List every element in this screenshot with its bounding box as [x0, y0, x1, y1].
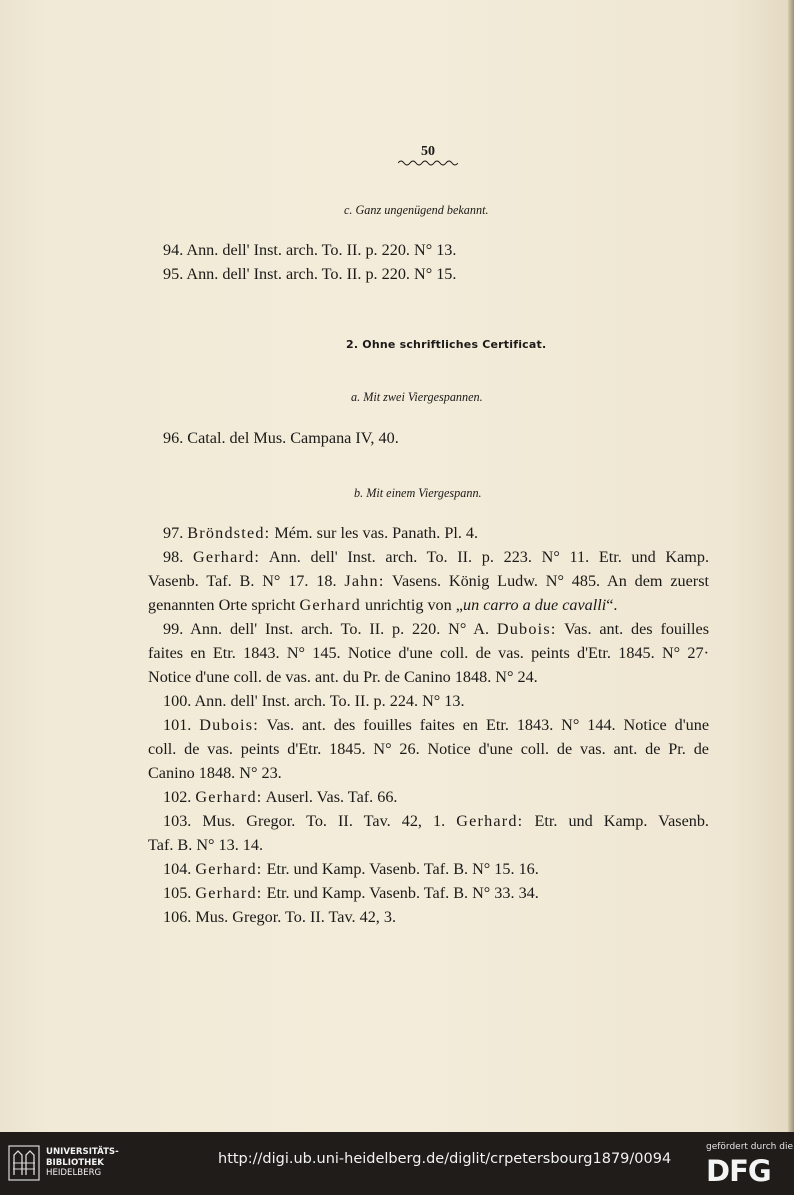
heading-b: b. Mit einem Viergespann.	[354, 486, 482, 500]
entry-99-line-2: faites en Etr. 1843. N° 145. Notice d'une coll. de vas. peints d'Etr. 1845. N° 27·	[148, 644, 709, 662]
ornament-wave	[398, 159, 458, 167]
entry-100: 100. Ann. dell' Inst. arch. To. II. p. 224. N° 13.	[163, 692, 465, 710]
page-edge	[788, 0, 794, 1132]
entry-101-line-1: 101. Dubois: Vas. ant. des fouilles faites en Etr. 1843. N° 144. Notice d'une	[163, 716, 710, 734]
funding-note: gefördert durch die	[706, 1142, 793, 1152]
viewer-footer	[0, 1132, 794, 1195]
permalink-url[interactable]: http://digi.ub.uni-heidelberg.de/diglit/crpetersbourg1879/0094	[218, 1151, 672, 1167]
heading-c: c. Ganz ungenügend bekannt.	[344, 203, 489, 217]
dfg-logo: DFG	[706, 1154, 771, 1188]
entry-94: 94. Ann. dell' Inst. arch. To. II. p. 220. N° 13.	[163, 241, 457, 259]
entry-98-line-2: Vasenb. Taf. B. N° 17. 18. Jahn: Vasens. König Ludw. N° 485. An dem zuerst	[148, 572, 709, 590]
page-number: 50	[421, 144, 435, 159]
entry-98-line-3: genannten Orte spricht Gerhard unrichtig von „un carro a due cavalli“.	[148, 596, 618, 614]
entry-103-line-2: Taf. B. N° 13. 14.	[148, 836, 264, 854]
entry-106: 106. Mus. Gregor. To. II. Tav. 42, 3.	[163, 908, 397, 926]
entry-104: 104. Gerhard: Etr. und Kamp. Vasenb. Taf. B. N° 15. 16.	[163, 860, 539, 878]
library-name: UNIVERSITÄTS- BIBLIOTHEK HEIDELBERG	[46, 1147, 119, 1178]
entry-102: 102. Gerhard: Auserl. Vas. Taf. 66.	[163, 788, 398, 806]
heading-2: 2. Ohne schriftliches Certificat.	[346, 338, 547, 351]
entry-105: 105. Gerhard: Etr. und Kamp. Vasenb. Taf. B. N° 33. 34.	[163, 884, 539, 902]
entry-101-line-3: Canino 1848. N° 23.	[148, 764, 282, 782]
entry-96: 96. Catal. del Mus. Campana IV, 40.	[163, 429, 399, 447]
entry-98-line-1: 98. Gerhard: Ann. dell' Inst. arch. To. II. p. 223. N° 11. Etr. und Kamp.	[163, 548, 710, 566]
entry-97: 97. Bröndsted: Mém. sur les vas. Panath. Pl. 4.	[163, 524, 479, 542]
heading-a: a. Mit zwei Viergespannen.	[351, 390, 483, 404]
entry-103-line-1: 103. Mus. Gregor. To. II. Tav. 42, 1. Gerhard: Etr. und Kamp. Vasenb.	[163, 812, 709, 830]
entry-101-line-2: coll. de vas. peints d'Etr. 1845. N° 26. Notice d'une coll. de vas. ant. de Pr. de	[148, 740, 709, 758]
entry-99-line-3: Notice d'une coll. de vas. ant. du Pr. de Canino 1848. N° 24.	[148, 668, 538, 686]
university-seal-icon	[8, 1145, 40, 1181]
entry-95: 95. Ann. dell' Inst. arch. To. II. p. 220. N° 15.	[163, 265, 457, 283]
entry-99-line-1: 99. Ann. dell' Inst. arch. To. II. p. 220. N° A. Dubois: Vas. ant. des fouilles	[163, 620, 710, 638]
